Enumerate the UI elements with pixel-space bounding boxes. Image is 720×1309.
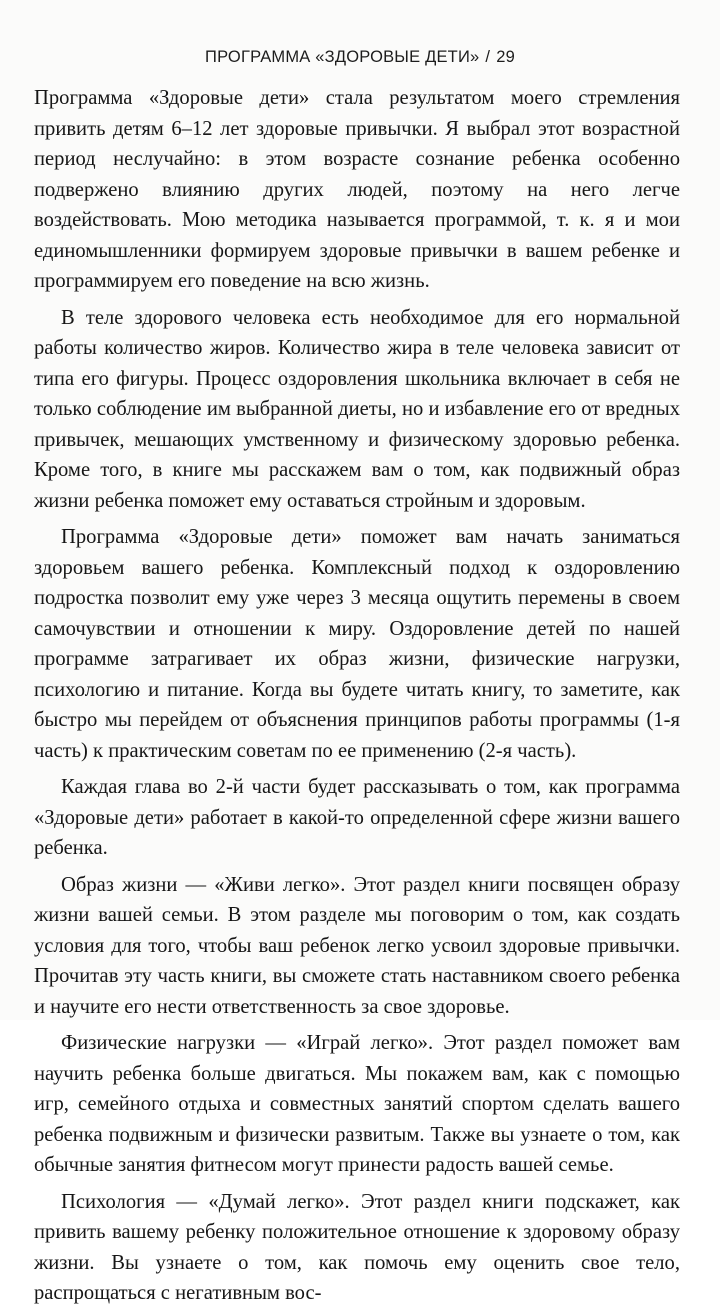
paragraph-lifestyle: Образ жизни — «Живи легко». Этот раздел книги посвящен образу жизни вашей семьи. В этом разделе мы поговорим о том, как создать условия для того, чтобы ваш ребенок легко усвоил здоровые привычки. Прочитав эту часть книги, вы сможете стать наставником своего ребенка и научите его нести ответственность за свое здоровье. — [34, 873, 680, 1018]
running-header — [0, 48, 720, 67]
page-number: 29 — [496, 48, 515, 66]
header-title: ПРОГРАММА «ЗДОРОВЫЕ ДЕТИ» — [205, 48, 480, 66]
paragraph-intro: Программа «Здоровые дети» стала результатом моего стремления привить детям 6–12 лет здоровые привычки. Я выбрал этот возрастной период неслучайно: в этом возрасте сознание ребенка особенно подвержено влиянию других людей, поэтому на него легче воздействовать. Мою методика называется программой, т. к. я и мои единомышленники формируем здоровые привычки в вашем ребенке и программируем его поведение на всю жизнь. — [34, 87, 680, 292]
paragraph-chapters: Каждая глава во 2-й части будет рассказывать о том, как программа «Здоровые дети» работает в какой-то определенной сфере жизни вашего ребенка. — [34, 776, 680, 859]
paragraph-program-overview: Программа «Здоровые дети» поможет вам начать заниматься здоровьем вашего ребенка. Комплексный подход к оздоровлению подростка позволит ему уже через 3 месяца ощутить перемены в своем самочувствии и отношении к миру. Оздоровление детей по нашей программе затрагивает их образ жизни, физические нагрузки, психологию и питание. Когда вы будете читать книгу, то заметите, как быстро мы перейдем от объяснения принципов работы программы (1-я часть) к практическим советам по ее применению (2-я часть). — [34, 526, 680, 762]
header-separator: / — [485, 48, 491, 66]
paragraph-body-fat: В теле здорового человека есть необходимое для его нормальной работы количество жиров. Количество жира в теле человека зависит от типа его фигуры. Процесс оздоровления школьника включает в себя не только соблюдение им выбранной диеты, но и избавление его от вредных привычек, мешающих умственному и физическому здоровью ребенка. Кроме того, в книге мы расскажем вам о том, как подвижный образ жизни ребенка поможет ему оставаться стройным и здоровым. — [34, 306, 680, 512]
body-text — [34, 83, 680, 1309]
paragraph-physical-activity: Физические нагрузки — «Играй легко». Этот раздел поможет вам научить ребенка больше двигаться. Мы покажем вам, как с помощью игр, семейного отдыха и совместных занятий спортом сделать вашего ребенка подвижным и физически развитым. Также вы узнаете о том, как обычные занятия фитнесом могут принести радость вашей семье. — [34, 1032, 680, 1176]
paragraph-psychology: Психология — «Думай легко». Этот раздел книги подскажет, как привить вашему ребенку положительное отношение к здоровому образу жизни. Вы узнаете о том, как помочь ему оценить свое тело, распрощаться с негативным вос- — [34, 1190, 680, 1304]
